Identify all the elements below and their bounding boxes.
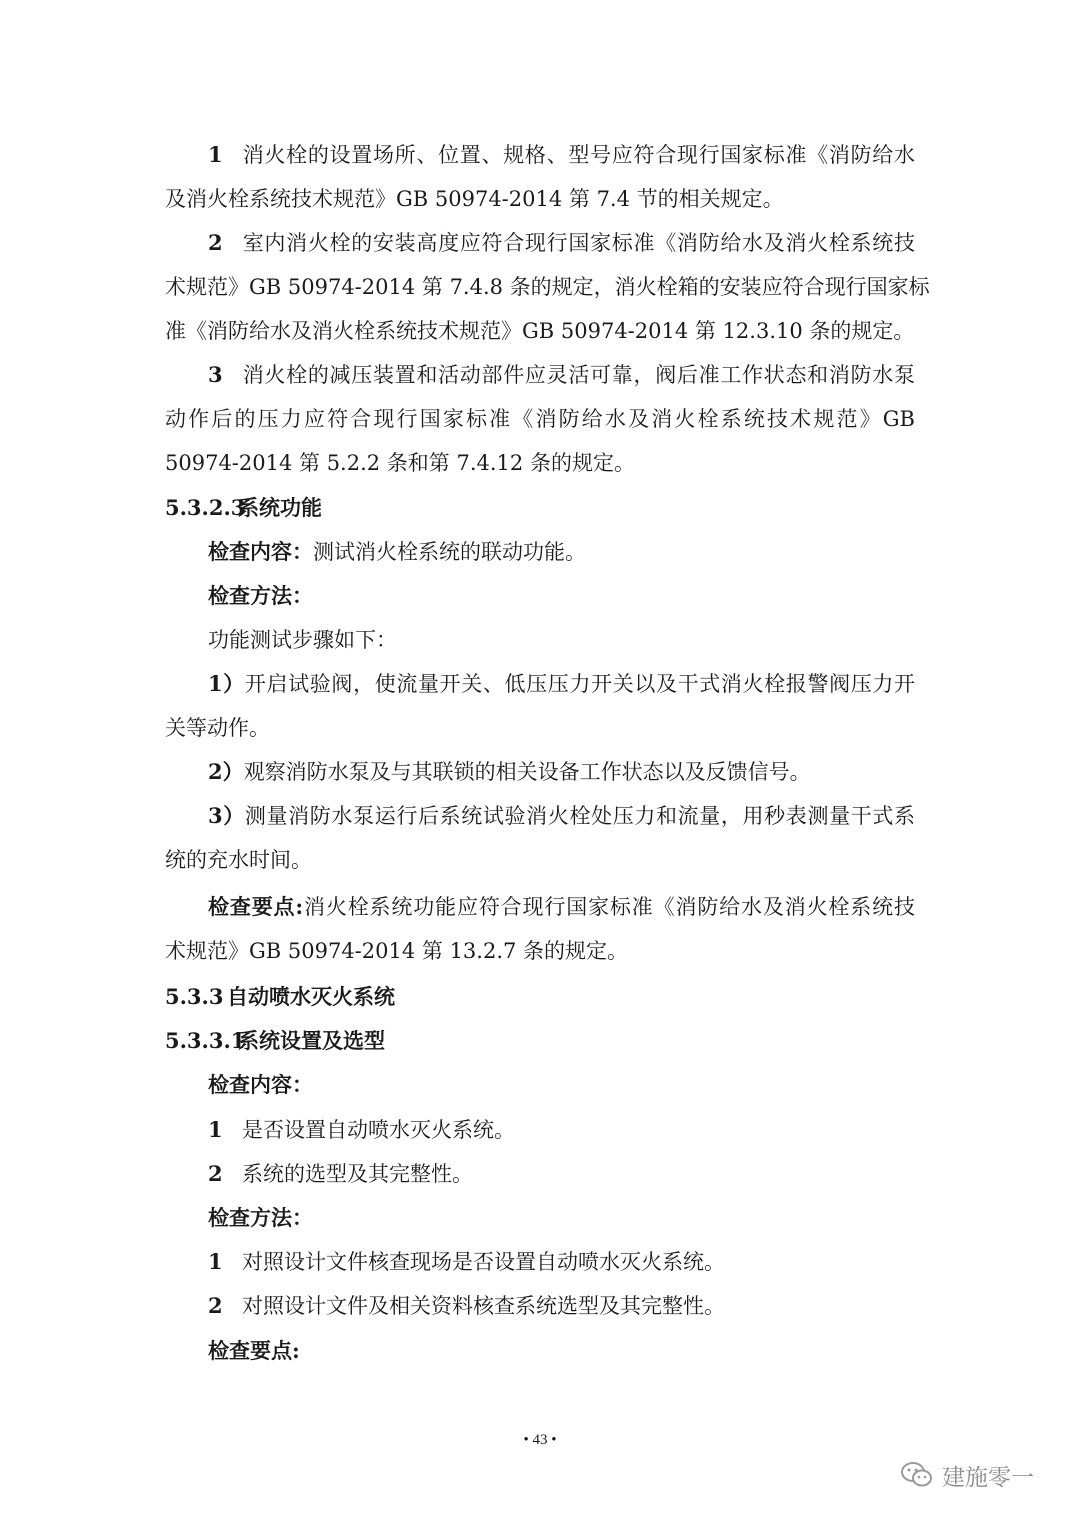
item-number: 1 [208, 142, 223, 167]
item-number: 2 [208, 230, 223, 255]
item-number: 1 [208, 1249, 223, 1274]
para2-line3: 准《消防给水及消火栓系统技术规范》GB 50974-2014 第 12.3.10 条的规定。 [165, 319, 915, 343]
item-text: 是否设置自动喷水灭火系统。 [242, 1118, 515, 1142]
para2-text1: 室内消火栓的安装高度应符合现行国家标准《消防给水及消火栓系统技 [242, 231, 915, 255]
para3-line1 [208, 361, 915, 389]
section-title: 系统设置及选型 [238, 1028, 385, 1053]
watermark-text: 建施零一 [942, 1464, 1034, 1491]
section-number: 5.3.3.1 [165, 1028, 246, 1053]
para1-text1: 消火栓的设置场所、位置、规格、型号应符合现行国家标准《消防给水 [242, 143, 915, 167]
item-text: 对照设计文件核查现场是否设置自动喷水灭火系统。 [242, 1250, 725, 1274]
step-number: 2） [208, 759, 244, 784]
check-points-1-line2: 术规范》GB 50974-2014 第 13.2.7 条的规定。 [165, 939, 629, 963]
steps-intro: 功能测试步骤如下： [208, 628, 397, 652]
item-text: 系统的选型及其完整性。 [242, 1162, 473, 1186]
check-points-1-line1 [208, 893, 915, 921]
content-item-2 [208, 1160, 473, 1188]
check-content-1 [208, 538, 586, 566]
item-number: 2 [208, 1293, 223, 1318]
para2-line1 [208, 229, 915, 257]
method-item-2 [208, 1292, 725, 1320]
method-item-1 [208, 1248, 725, 1276]
step2 [208, 758, 811, 786]
step1-line2: 关等动作。 [165, 716, 270, 740]
item-number: 3 [208, 362, 223, 387]
text: 消火栓系统功能应符合现行国家标准《消防给水及消火栓系统技 [303, 895, 915, 919]
section-heading-5331 [165, 1027, 385, 1055]
label: 检查要点: [208, 894, 304, 919]
section-number: 5.3.2.3 [165, 495, 246, 520]
text: 测试消火栓系统的联动功能。 [313, 540, 586, 564]
section-title: 系统功能 [238, 495, 322, 520]
item-number: 1 [208, 1117, 223, 1142]
para3-line2: 动作后的压力应符合现行国家标准《消防给水及消火栓系统技术规范》GB [165, 407, 915, 431]
step3-line2: 统的充水时间。 [165, 848, 312, 872]
step-text: 开启试验阀，使流量开关、低压压力开关以及干式消火栓报警阀压力开 [244, 672, 915, 696]
section-heading-5323 [165, 494, 322, 522]
watermark [900, 1455, 1034, 1495]
section-number: 5.3.3 [165, 984, 224, 1009]
section-title: 自动喷水灭火系统 [227, 984, 395, 1009]
step-text: 测量消防水泵运行后系统试验消火栓处压力和流量，用秒表测量干式系 [244, 804, 915, 828]
check-method-2: 检查方法： [208, 1205, 313, 1230]
para2-line2: 术规范》GB 50974-2014 第 7.4.8 条的规定，消火栓箱的安装应符合现行国家标 [165, 275, 930, 299]
check-content-2: 检查内容： [208, 1072, 313, 1097]
label: 检查内容： [208, 539, 313, 564]
step-number: 3） [208, 803, 245, 828]
step3-line1 [208, 802, 915, 830]
section-heading-533 [165, 983, 395, 1011]
step-number: 1） [208, 671, 245, 696]
para1-line1 [208, 141, 915, 169]
para3-line3: 50974-2014 第 5.2.2 条和第 7.4.12 条的规定。 [165, 451, 635, 475]
item-text: 对照设计文件及相关资料核查系统选型及其完整性。 [242, 1294, 725, 1318]
step-text: 观察消防水泵及与其联锁的相关设备工作状态以及反馈信号。 [243, 760, 811, 784]
page-number: • 43 • [523, 1432, 557, 1448]
item-number: 2 [208, 1161, 223, 1186]
wechat-icon [900, 1460, 934, 1490]
step1-line1 [208, 670, 915, 698]
content-item-1 [208, 1116, 515, 1144]
para1-line2: 及消火栓系统技术规范》GB 50974-2014 第 7.4 节的相关规定。 [165, 187, 784, 211]
check-method-1: 检查方法： [208, 583, 313, 608]
para3-text1: 消火栓的减压装置和活动部件应灵活可靠，阀后准工作状态和消防水泵 [242, 363, 915, 387]
check-points-2: 检查要点: [208, 1338, 300, 1363]
